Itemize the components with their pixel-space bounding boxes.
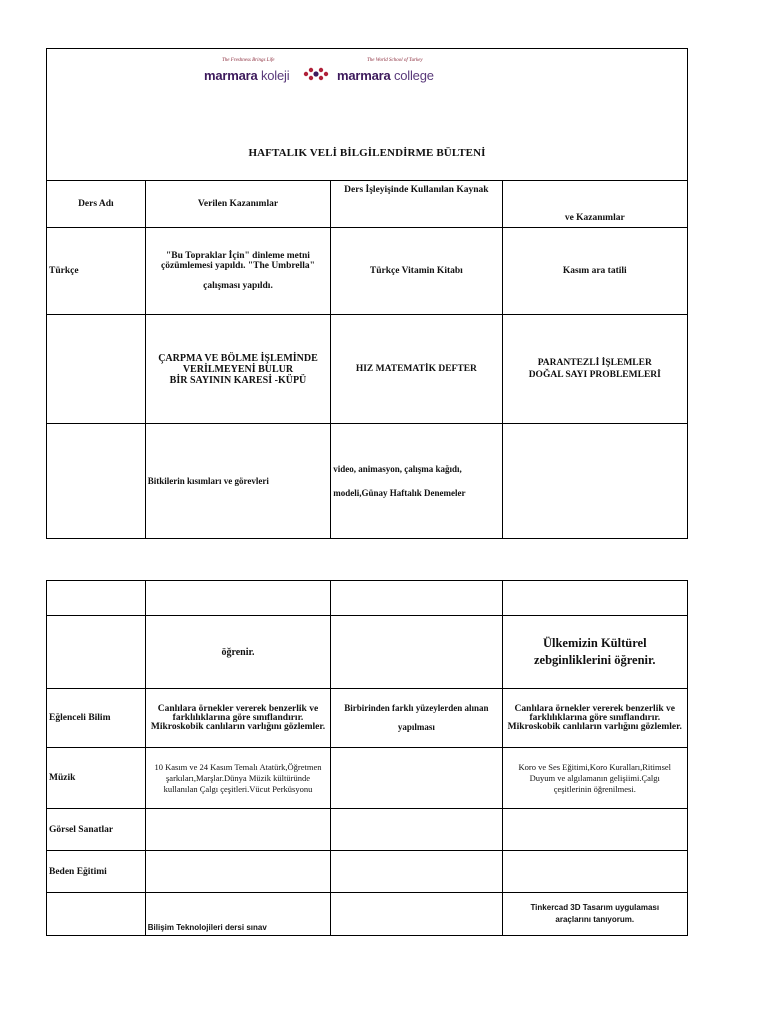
table-row <box>47 809 688 851</box>
subject-cell <box>47 893 146 936</box>
course-table-bottom <box>46 580 688 936</box>
resources-cell: Türkçe Vitamin Kitabı <box>331 228 502 315</box>
resources-cell <box>331 851 502 893</box>
table-row <box>47 424 688 539</box>
extra-cell: Tinkercad 3D Tasarım uygulaması araçlarını tanıyorum. <box>502 893 687 936</box>
page-fragment-bottom <box>46 588 688 932</box>
resources-cell: video, animasyon, çalışma kağıdı, modeli,Günay Haftalık Denemeler <box>331 424 502 539</box>
table-row <box>47 893 688 936</box>
resources-cell <box>331 748 502 809</box>
table-row <box>47 689 688 748</box>
column-header-resources: Ders İşleyişinde Kullanılan Kaynak <box>331 181 502 228</box>
table-row <box>47 748 688 809</box>
subject-cell <box>47 315 146 424</box>
table-row <box>47 581 688 616</box>
subject-cell <box>47 616 146 689</box>
resources-cell: Birbirinden farklı yüzeylerden alınan yapılması <box>331 689 502 748</box>
subject-cell: Müzik <box>47 748 146 809</box>
resources-cell <box>331 581 502 616</box>
school-logo <box>192 57 452 89</box>
resources-cell <box>331 616 502 689</box>
outcomes-cell: 10 Kasım ve 24 Kasım Temalı Atatürk,Öğretmen şarkıları,Marşlar.Dünya Müzik kültüründe kullanılan Çalgı çeşitleri.Vücut Perküsyonu <box>145 748 330 809</box>
subject-cell <box>47 424 146 539</box>
logo-left-text: marmara koleji <box>204 68 290 83</box>
page-fragment-top <box>46 48 688 498</box>
column-header-extra: ve Kazanımlar <box>502 181 687 228</box>
column-header-outcomes: Verilen Kazanımlar <box>145 181 330 228</box>
subject-cell: Eğlenceli Bilim <box>47 689 146 748</box>
outcomes-cell: Bitkilerin kısımları ve görevleri <box>145 424 330 539</box>
outcomes-cell <box>145 851 330 893</box>
logo-right-tagline: The World School of Turkey <box>367 58 423 63</box>
extra-cell <box>502 424 687 539</box>
subject-cell: Beden Eğitimi <box>47 851 146 893</box>
subject-cell: Türkçe <box>47 228 146 315</box>
outcomes-cell: Bilişim Teknolojileri dersi sınav <box>145 893 330 936</box>
resources-cell <box>331 893 502 936</box>
table-row <box>47 315 688 424</box>
extra-cell: Koro ve Ses Eğitimi,Koro Kuralları,Ritimsel Duyum ve algılamanın gelişiimi.Çalgı çeşitlerinin öğrenilmesi. <box>502 748 687 809</box>
course-table-top <box>46 180 688 539</box>
subject-cell: Görsel Sanatlar <box>47 809 146 851</box>
extra-cell: Ülkemizin Kültürel zebginliklerini öğrenir. <box>502 616 687 689</box>
extra-cell: PARANTEZLİ İŞLEMLER DOĞAL SAYI PROBLEMLERİ <box>502 315 687 424</box>
outcomes-cell: öğrenir. <box>145 616 330 689</box>
extra-cell: Canlılara örnekler vererek benzerlik ve farklılıklarına göre sınıflandırır. Mikroskobik canlıların varlığını gözlemler. <box>502 689 687 748</box>
column-header-subject: Ders Adı <box>47 181 146 228</box>
subject-cell <box>47 581 146 616</box>
bulletin-title: HAFTALIK VELİ BİLGİLENDİRME BÜLTENİ <box>248 147 486 159</box>
outcomes-cell <box>145 809 330 851</box>
resources-cell <box>331 809 502 851</box>
outcomes-cell: Canlılara örnekler vererek benzerlik ve farklılıklarına göre sınıflandırır. Mikroskobik canlıların varlığını gözlemler. <box>145 689 330 748</box>
table-row <box>47 228 688 315</box>
outcomes-cell <box>145 581 330 616</box>
extra-cell <box>502 851 687 893</box>
logo-left-tagline: The Freshness Brings Life <box>222 58 275 63</box>
extra-cell <box>502 581 687 616</box>
outcomes-cell: "Bu Topraklar İçin" dinleme metni çözümlemesi yapıldı. "The Umbrella" çalışması yapıldı. <box>145 228 330 315</box>
table-row <box>47 851 688 893</box>
table-row <box>47 616 688 689</box>
logo-right-text: marmara college <box>337 68 434 83</box>
outcomes-cell: ÇARPMA VE BÖLME İŞLEMİNDE VERİLMEYENİ BULUR BİR SAYININ KARESİ -KÜPÜ <box>145 315 330 424</box>
resources-cell: HIZ MATEMATİK DEFTER <box>331 315 502 424</box>
table-header-row <box>47 181 688 228</box>
logo-emblem-icon <box>302 64 330 84</box>
extra-cell <box>502 809 687 851</box>
bulletin-header <box>46 48 688 181</box>
extra-cell: Kasım ara tatili <box>502 228 687 315</box>
